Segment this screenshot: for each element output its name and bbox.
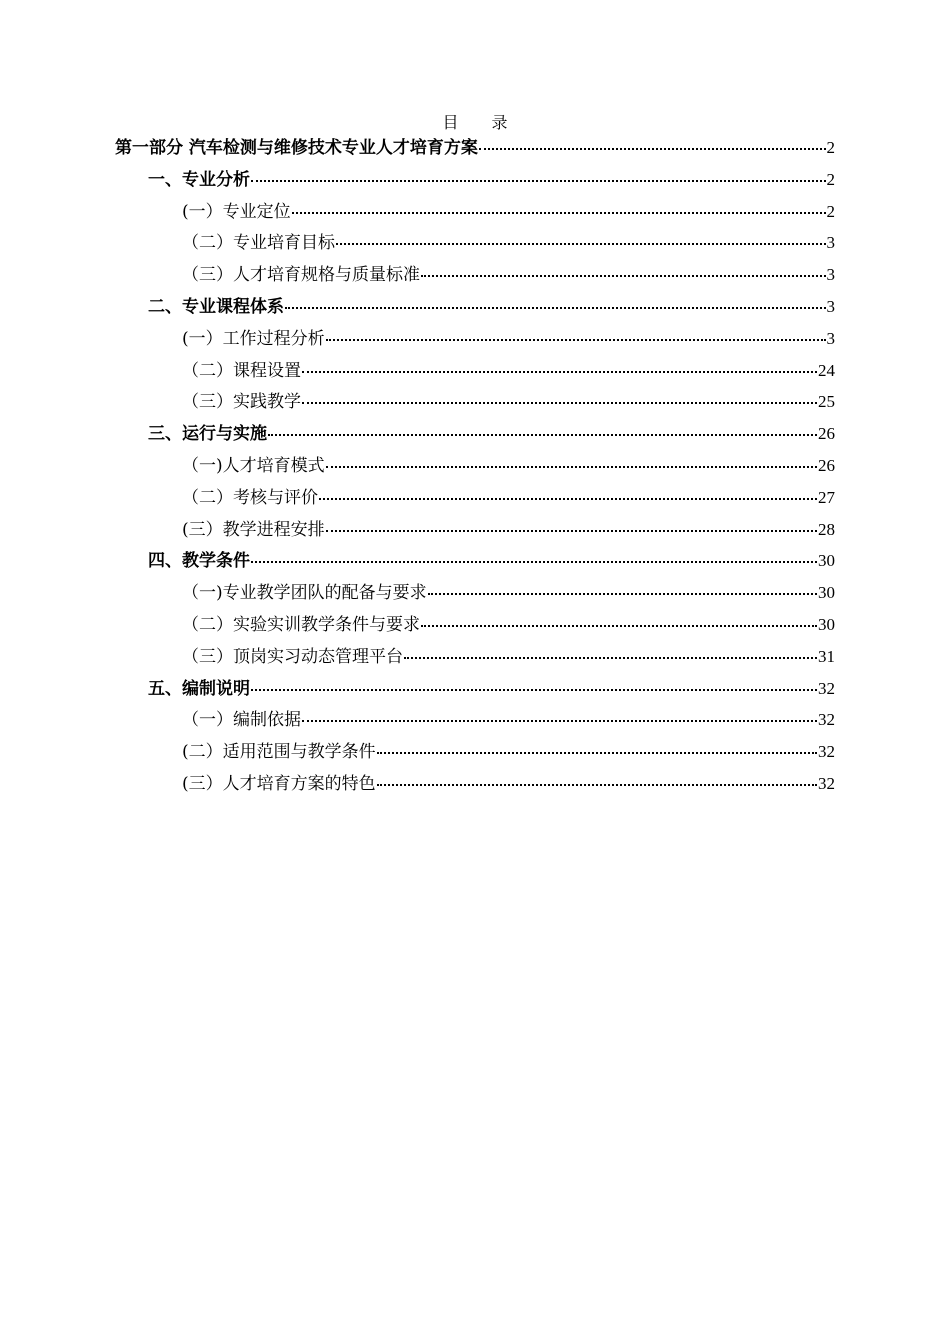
toc-entry-label: 三、运行与实施 [148,424,267,445]
toc-entry[interactable] [115,418,835,450]
toc-entry-label: （二）实验实训教学条件与要求 [182,614,420,635]
toc-dot-leader [285,306,826,309]
toc-entry-page-number: 3 [826,328,835,348]
toc-entry-label: 第一部分 汽车检测与维修技术专业人才培育方案 [115,138,478,158]
toc-entry[interactable] [115,545,835,577]
table-of-contents [115,132,835,800]
toc-entry[interactable] [115,164,835,196]
toc-entry-label: （二）考核与评价 [182,487,318,508]
toc-dot-leader [404,656,817,659]
toc-entry[interactable] [115,196,835,228]
toc-dot-leader [251,179,826,182]
toc-entry-page-number: 28 [818,519,835,539]
toc-dot-leader [377,751,817,754]
toc-dot-leader [251,560,817,563]
toc-entry-label: （二）课程设置 [182,360,301,381]
toc-dot-leader [268,433,817,436]
toc-entry-label: （二）专业培育目标 [182,233,335,254]
toc-dot-leader [302,719,817,722]
toc-entry-label: 五、编制说明 [148,678,250,699]
toc-entry-page-number: 2 [826,138,835,157]
toc-entry[interactable] [115,577,835,609]
toc-entry[interactable] [115,514,835,546]
toc-entry-page-number: 27 [818,487,835,507]
toc-dot-leader [326,338,826,341]
toc-entry[interactable] [115,736,835,768]
toc-entry-page-number: 3 [826,265,835,285]
toc-entry-page-number: 32 [818,773,835,793]
toc-entry[interactable] [115,609,835,641]
toc-entry-label: 一、专业分析 [148,169,250,190]
toc-entry-page-number: 2 [826,169,835,189]
toc-entry[interactable] [115,132,835,164]
toc-entry-page-number: 30 [818,551,835,571]
toc-dot-leader [479,147,826,150]
toc-entry-page-number: 24 [818,360,835,380]
toc-dot-leader [377,783,817,786]
toc-entry-page-number: 31 [818,646,835,666]
toc-entry[interactable] [115,259,835,291]
toc-entry[interactable] [115,704,835,736]
toc-entry-label: （三）实践教学 [182,392,301,413]
toc-dot-leader [319,497,817,500]
toc-entry[interactable] [115,450,835,482]
toc-entry-page-number: 26 [818,455,835,475]
toc-entry-page-number: 32 [818,742,835,762]
toc-dot-leader [421,274,826,277]
toc-dot-leader [302,370,817,373]
toc-entry-label: (一）专业定位 [182,201,291,222]
toc-entry-label: （三）人才培育规格与质量标准 [182,265,420,286]
toc-entry-label: (三）教学进程安排 [182,519,325,540]
toc-title: 目 录 [442,113,522,132]
toc-entry-page-number: 32 [818,678,835,698]
toc-dot-leader [251,688,817,691]
toc-entry[interactable] [115,386,835,418]
toc-entry-page-number: 26 [818,424,835,444]
toc-entry[interactable] [115,291,835,323]
toc-entry[interactable] [115,641,835,673]
toc-entry-label: (三）人才培育方案的特色 [182,773,376,794]
toc-dot-leader [326,465,817,468]
toc-entry-label: (二）适用范围与教学条件 [182,742,376,763]
toc-entry-label: (一）工作过程分析 [182,328,325,349]
toc-entry-page-number: 3 [826,233,835,253]
toc-entry-page-number: 2 [826,201,835,221]
toc-dot-leader [336,242,826,245]
toc-dot-leader [428,592,817,595]
toc-entry[interactable] [115,227,835,259]
toc-entry-page-number: 3 [826,296,835,316]
toc-entry-label: 二、专业课程体系 [148,296,284,317]
toc-entry-label: 四、教学条件 [148,551,250,572]
toc-entry[interactable] [115,323,835,355]
toc-entry-page-number: 32 [818,710,835,730]
toc-entry-page-number: 25 [818,392,835,412]
toc-entry[interactable] [115,673,835,705]
toc-dot-leader [302,401,817,404]
toc-entry-label: （一）编制依据 [182,710,301,731]
toc-dot-leader [292,211,826,214]
toc-entry-page-number: 30 [818,614,835,634]
toc-entry[interactable] [115,482,835,514]
toc-entry-label: （一)专业教学团队的配备与要求 [182,583,427,604]
toc-entry-page-number: 30 [818,583,835,603]
toc-dot-leader [421,624,817,627]
toc-entry-label: （三）顶岗实习动态管理平台 [182,646,403,667]
toc-entry-label: （一)人才培育模式 [182,455,325,476]
toc-entry[interactable] [115,355,835,387]
toc-dot-leader [326,529,817,532]
toc-entry[interactable] [115,768,835,800]
